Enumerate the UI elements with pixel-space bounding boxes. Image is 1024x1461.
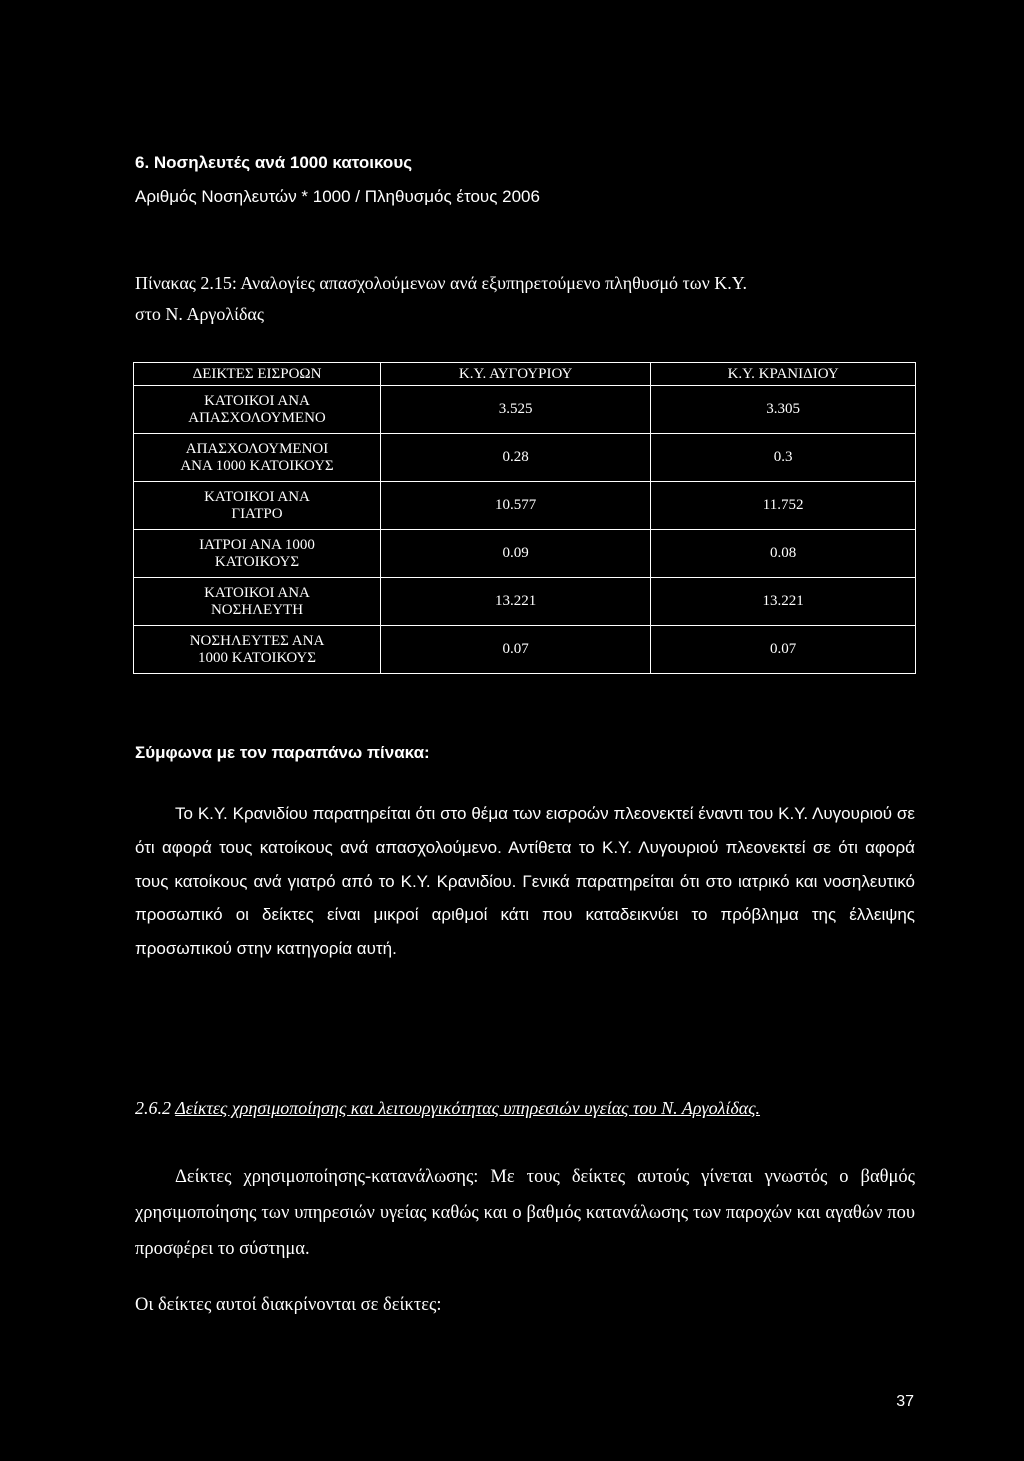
closing-line: Οι δείκτες αυτοί διακρίνονται σε δείκτες: bbox=[135, 1295, 442, 1315]
section-title: 6. Νοσηλευτές ανά 1000 κατοικους bbox=[135, 153, 413, 172]
row-label bbox=[134, 434, 381, 482]
table-caption-line2: στο Ν. Αργολίδας bbox=[135, 304, 264, 324]
row-label bbox=[134, 482, 381, 530]
row-label bbox=[134, 626, 381, 674]
conclusion-heading: Σύμφωνα με τον παραπάνω πίνακα: bbox=[135, 743, 430, 762]
table-row bbox=[134, 626, 916, 674]
row-label bbox=[134, 530, 381, 578]
header-kranidiou: Κ.Υ. ΚΡΑΝΙΔΙΟΥ bbox=[651, 363, 916, 386]
cell-kranidiou: 0.3 bbox=[651, 434, 916, 482]
table-row bbox=[134, 578, 916, 626]
cell-avgouriou: 13.221 bbox=[381, 578, 651, 626]
cell-avgouriou: 0.09 bbox=[381, 530, 651, 578]
table-row bbox=[134, 482, 916, 530]
header-indicators: ΔΕΙΚΤΕΣ ΕΙΣΡΟΩΝ bbox=[134, 363, 381, 386]
row-label bbox=[134, 386, 381, 434]
cell-avgouriou: 10.577 bbox=[381, 482, 651, 530]
row-label-line1: ΚΑΤΟΙΚΟΙ ΑΝΑ bbox=[204, 584, 310, 601]
row-label-line1: ΙΑΤΡΟΙ ΑΝΑ 1000 bbox=[199, 536, 315, 553]
row-label bbox=[134, 578, 381, 626]
cell-kranidiou: 13.221 bbox=[651, 578, 916, 626]
cell-avgouriou: 0.28 bbox=[381, 434, 651, 482]
row-label-line2: ΝΟΣΗΛΕΥΤΗ bbox=[210, 601, 304, 618]
row-label-line2: ΓΙΑΤΡΟ bbox=[231, 505, 283, 522]
subsection-heading bbox=[135, 1097, 760, 1119]
table-row bbox=[134, 434, 916, 482]
row-label-line1: ΚΑΤΟΙΚΟΙ ΑΝΑ bbox=[204, 488, 310, 505]
subsection-title: Δείκτες χρησιμοποίησης και λειτουργικότητας υπηρεσιών υγείας του Ν. Αργολίδας. bbox=[175, 1098, 761, 1118]
row-label-line2: ΚΑΤΟΙΚΟΥΣ bbox=[214, 553, 300, 570]
cell-kranidiou: 0.08 bbox=[651, 530, 916, 578]
cell-kranidiou: 0.07 bbox=[651, 626, 916, 674]
row-label-line2: 1000 ΚΑΤΟΙΚΟΥΣ bbox=[198, 649, 316, 666]
indicators-table bbox=[133, 362, 916, 674]
table-row bbox=[134, 530, 916, 578]
table-caption-line1: Πίνακας 2.15: Αναλογίες απασχολούμενων ανά εξυπηρετούμενο πληθυσμό των Κ.Υ. bbox=[135, 273, 748, 293]
header-avgouriou: Κ.Υ. ΑΥΓΟΥΡΙΟΥ bbox=[381, 363, 651, 386]
usage-paragraph bbox=[135, 1159, 915, 1267]
page-number: 37 bbox=[896, 1393, 914, 1410]
formula-text: Αριθμός Νοσηλευτών * 1000 / Πληθυσμός έτους 2006 bbox=[135, 187, 540, 206]
usage-text: Δείκτες χρησιμοποίησης-κατανάλωσης: Με τους δείκτες αυτούς γίνεται γνωστός ο βαθμός χρησιμοποίησης των υπηρεσιών υγείας καθώς και ο βαθμός κατανάλωσης των παροχών και αγαθών που προσφέρει το σύστημα. bbox=[135, 1167, 915, 1259]
cell-avgouriou: 0.07 bbox=[381, 626, 651, 674]
conclusion-paragraph bbox=[135, 797, 915, 966]
row-label-line1: ΑΠΑΣΧΟΛΟΥΜΕΝΟΙ bbox=[185, 440, 329, 457]
row-label-line2: ΑΠΑΣΧΟΛΟΥΜΕΝΟ bbox=[188, 409, 326, 426]
table-row bbox=[134, 386, 916, 434]
cell-avgouriou: 3.525 bbox=[381, 386, 651, 434]
row-label-line2: ΑΝΑ 1000 ΚΑΤΟΙΚΟΥΣ bbox=[180, 457, 334, 474]
cell-kranidiou: 11.752 bbox=[651, 482, 916, 530]
subsection-number: 2.6.2 bbox=[135, 1098, 171, 1118]
conclusion-text: Το Κ.Υ. Κρανιδίου παρατηρείται ότι στο θέμα των εισροών πλεονεκτεί έναντι του Κ.Υ. Λυγουριού σε ότι αφορά τους κατοίκους ανά απασχολούμενο. Αντίθετα το Κ.Υ. Λυγουριού πλεονεκτεί σε ότι αφορά τους κατοίκους ανά γιατρό από το Κ.Υ. Κρανιδίου. Γενικά παρατηρείται ότι στο ιατρικό και νοσηλευτικό προσωπικό οι δείκτες είναι μικροί αριθμοί κάτι που καταδεικνύει το πρόβλημα της έλλειψης προσωπικού στην κατηγορία αυτή. bbox=[135, 804, 915, 959]
row-label-line1: ΚΑΤΟΙΚΟΙ ΑΝΑ bbox=[204, 392, 310, 409]
row-label-line1: ΝΟΣΗΛΕΥΤΕΣ ΑΝΑ bbox=[189, 632, 325, 649]
cell-kranidiou: 3.305 bbox=[651, 386, 916, 434]
table-header-row bbox=[134, 363, 916, 386]
